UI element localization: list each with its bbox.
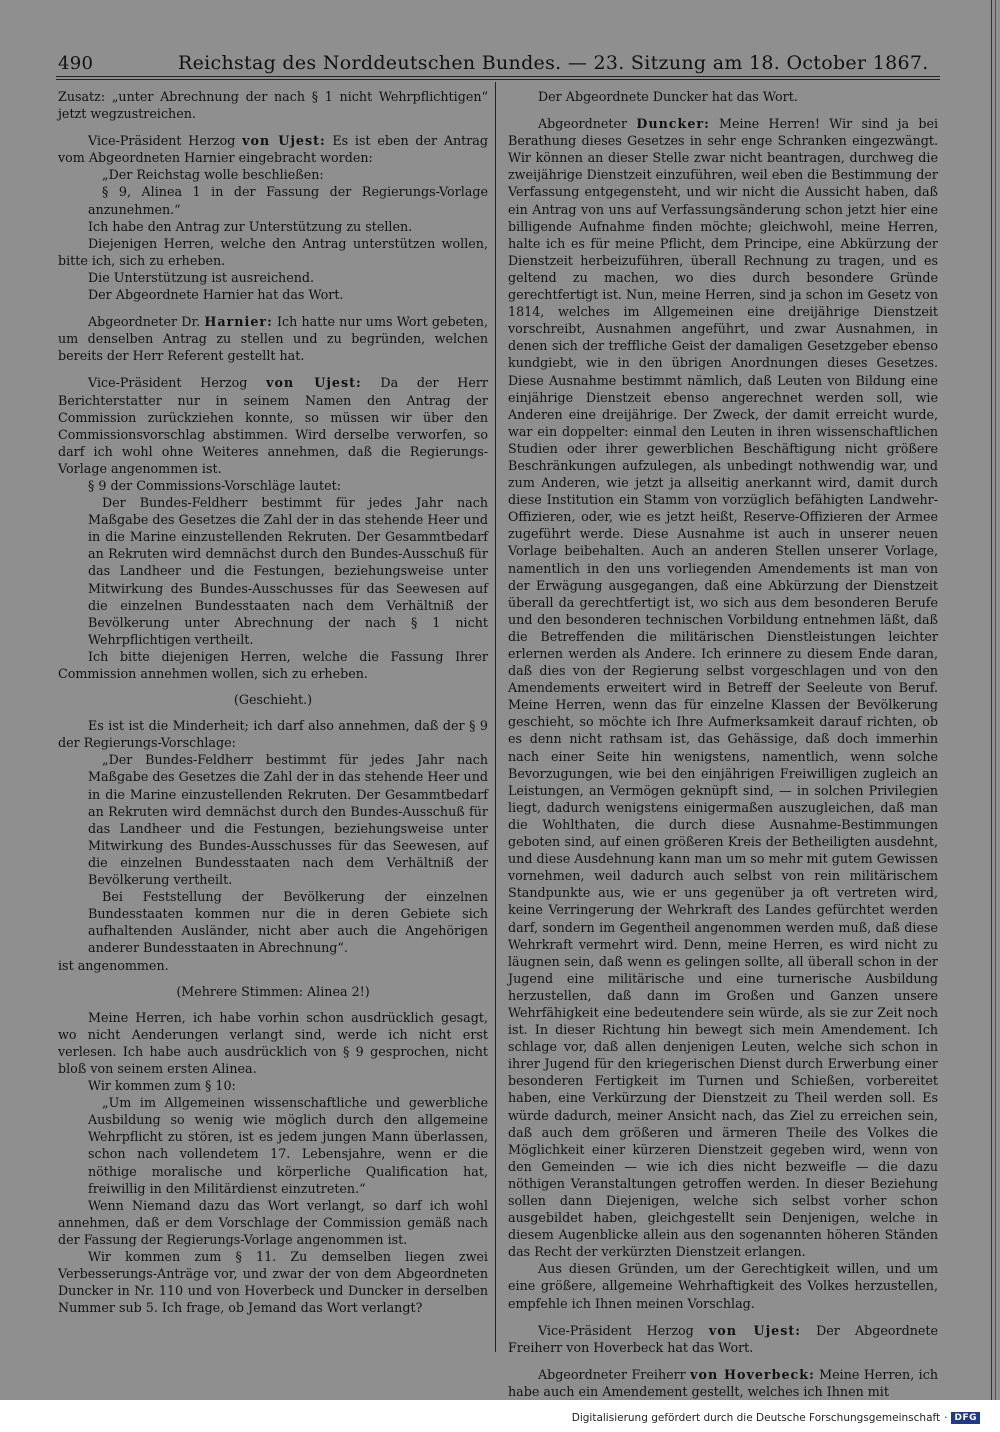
left-column [58,88,488,1316]
paragraph [58,313,488,364]
paragraph [58,477,488,494]
paragraph [508,115,938,1260]
text-run: „Um im Allgemeinen wissenschaftliche und gewerbliche Ausbildung so wenig wie möglich durch den allgemeine Wehrpflicht zu stören, ist es jedem jungen Mann überlassen, schon nach vollendetem 17. Lebensjahre, wenn er die nöthige moralische und körperliche Qualification hat, freiwillig in den Militärdienst einzutreten.“ [88,1095,488,1196]
text-run: Es ist ist die Minderheit; ich darf also annehmen, daß der § 9 der Regierungs-Vorschlage: [58,718,488,751]
text-run: Abgeordneter Dr. [88,314,205,330]
text-run: Wenn Niemand dazu das Wort verlangt, so darf ich wohl annehmen, daß er dem Vorschlage der Commission gemäß nach der Fassung der Regierungs-Vorlage angenommen ist. [58,1197,488,1247]
running-title: Reichstag des Norddeutschen Bundes. — 23. Sitzung am 18. October 1867. [178,52,929,74]
paragraph [58,691,488,708]
text-run: (Geschieht.) [233,692,313,708]
text-run: Der Abgeordnete Duncker hat das Wort. [538,89,798,104]
text-run: Vice-Präsident Herzog [88,133,243,149]
text-run: Vice-Präsident Herzog [538,1322,709,1338]
paragraph [508,1322,938,1356]
paragraph [58,374,488,477]
paragraph [88,751,488,888]
text-run: Da der Herr Berichterstatter nur in seinem Namen den Antrag der Commission zurückziehen konnte, so müssen wir über den Commissionsvorschlag abstimmen. Wird derselbe verworfen, so darf ich wohl ohne Weiteres annehmen, daß die Regierungs-Vorlage angenommen ist. [58,375,488,476]
text-run: § 9 der Commissions-Vorschläge lautet: [88,477,341,493]
text-run: Der Bundes-Feldherr bestimmt für jedes Jahr nach Maßgabe des Gesetzes die Zahl der in das stehende Heer und in die Marine einzustellenden Rekruten. Der Gesammtbedarf an Rekruten wird demnächst durch den Bundes-Ausschuß für das Landheer und die Festungen, beziehungsweise unter Mitwirkung des Bundes-Ausschusses für das Seewesen auf die einzelnen Bundesstaaten nach dem Verhältniß der Bevölkerung unter Abrechnung der nach § 1 nicht Wehrpflichtigen vertheilt. [88,495,488,647]
paragraph [58,1077,488,1094]
paragraph [88,888,488,956]
text-run: Meine Herren, ich habe auch ein Amendement gestellt, welches ich Ihnen mit [508,1366,939,1399]
text-run: Ich habe den Antrag zur Unterstützung zu stellen. [88,218,413,234]
speaker-name: Harnier: [204,314,273,330]
text-run: (Mehrere Stimmen: Alinea 2!) [176,983,370,999]
dfg-logo-icon: DFG [951,1412,980,1424]
paragraph [58,218,488,235]
paragraph [508,88,938,105]
page-edge-line [991,0,992,1400]
paragraph [58,1197,488,1248]
right-column [508,88,938,1400]
speaker-name: von Ujest: [708,1322,801,1338]
speaker-name: von Hoverbeck: [690,1366,815,1382]
paragraph [58,286,488,303]
text-run: Der Abgeordnete Harnier hat das Wort. [88,287,344,303]
text-run: Ich hatte nur ums Wort gebeten, um denselben Antrag zu stellen und zu begründen, welchen bereits der Herr Referent gestellt hat. [58,314,488,364]
text-run: Wir kommen zum § 10: [88,1078,236,1094]
text-run: Wir kommen zum § 11. Zu demselben liegen zwei Verbesserungs-Anträge vor, und zwar der von dem Abgeordneten Duncker in Nr. 110 und von Hoverbeck und Duncker in derselben Nummer sub 5. Ich frage, ob Jemand das Wort verlangt? [58,1249,488,1316]
paragraph [58,1009,488,1077]
paragraph [88,166,488,183]
speaker-name: Duncker: [636,116,710,132]
text-run: Die Unterstützung ist ausreichend. [88,269,315,285]
text-run: „Der Reichstag wolle beschließen: [102,167,324,183]
paragraph [58,269,488,286]
text-run: § 9, Alinea 1 in der Fassung der Regierungs-Vorlage anzunehmen.“ [88,184,488,217]
speaker-name: von Ujest: [266,375,362,391]
paragraph [508,1366,938,1400]
paragraph [58,957,488,974]
text-run: Bei Feststellung der Bevölkerung der einzelnen Bundesstaaten kommen nur die in deren Gebiete sich aufhaltenden Ausländer, nicht aber auch die Angehörigen anderer Bundesstaaten in Abrechnung“. [88,889,488,956]
separator: · [944,1412,948,1424]
page-number: 490 [58,53,94,74]
text-run: Meine Herren! Wir sind ja bei Berathung dieses Gesetzes in sehr enge Schranken eingezwängt. Wir können an dieser Stelle zwar nicht beantragen, durchweg die zweijährige Dienstzeit einzuführen, weil eben die Bestimmung der Verfassung entgegensteht, und wir nicht die Aussicht haben, daß ein Antrag von uns auf Verfassungsänderung schon jetzt hier eine billigende Aufnahme finden möchte; gleichwohl, meine Herren, halte ich es für meine Pflicht, dem Principe, eine Abkürzung der Dienstzeit herbeizuführen, überall Rechnung zu tragen, und es geltend zu machen, wo dies durch besondere Gründe gerechtfertigt ist. Nun, meine Herren, sind ja schon im Gesetz von 1814, welches im Allgemeinen eine dreijährige Dienstzeit vorschreibt, Ausnahmen angeführt, und zwar Ausnahmen, in denen sich der treffliche Geist der damaligen Gesetzgeber ebenso kundgiebt, wie in den übrigen Anordnungen dieses Gesetzes. Diese Ausnahme bestimmt nämlich, daß Leuten von Bildung eine einjährige Dienstzeit ebenso angerechnet werden soll, wie Anderen eine dreijährige. Der Zweck, der damit erreicht wurde, war ein doppelter: einmal den Leuten in ihren wissenschaftlichen Studien oder ihrer gewerblichen Beschäftigung nicht größere Beschränkungen aufzulegen, als unbedingt nothwendig war, und zum Anderen, wie jetzt ja allseitig anerkannt wird, damit durch diese Institution ein Stamm von vorzüglich befähigten Landwehr-Offizieren, oder, wie es jetzt heißt, Reserve-Offizieren der Armee zugeführt werde. Diese Ausnahme ist auch in unserer neuen Vorlage beibehalten. Auch an anderen Stellen unserer Vorlage, namentlich in den uns vorliegenden Amendements ist man von der Erwägung ausgegangen, daß eine Abkürzung der Dienstzeit überall da gerechtfertigt ist, wo sich aus dem besonderen Berufe und den besonderen technischen Vorbildung entnehmen läßt, daß die Betreffenden die militärischen Dienstleistungen leichter erlernen werden als Andere. Ich erinnere zu diesem Ende daran, daß dies von der Regierung selbst vorgeschlagen und von den Amendements erweitert wird in Betreff der Seeleute von Beruf. Meine Herren, wenn das für einzelne Klassen der Bevölkerung geschieht, so möchte ich Ihre Aufmerksamkeit darauf richten, ob es denn nicht rathsam ist, das Gehässige, daß doch immerhin nach einer Seite hin wenigstens, namentlich, wenn solche Bevorzugungen, wie bei den einjährigen Freiwilligen zugleich an Leistungen, an Vermögen geknüpft sind, — in solchen Privilegien liegt, dadurch wenigstens einigermaßen auszugleichen, daß man die Wohlthaten, die durch diese Ausnahme-Bestimmungen geboten sind, auf einen größeren Kreis der Betheiligten ausdehnt, und diese Ausdehnung kann man um so mehr mit gutem Gewissen vornehmen, weil dadurch auch selbst von rein militärischem Standpunkte aus, wie er uns gegenüber ja oft vertreten wird, keine Verringerung der Wehrkraft des Landes gefürchtet werden darf, sondern im Gegentheil angenommen werden muß, daß diese Wehrkraft vermehrt wird. Denn, meine Herren, es wird nicht zu läugnen sein, daß wenn es gelingen sollte, all überall schon in der Jugend eine militärische und eine turnerische Ausbildung herzustellen, daß dann im Großen und Ganzen unsere Wehrfähigkeit eine bedeutendere sein würde, als sie zur Zeit noch ist. In dieser Richtung hin bewegt sich mein Amendement. Ich schlage vor, daß allen denjenigen Leuten, welche sich schon in ihrer Jugend für den kriegerischen Dienst durch Erwerbung einer besonderen Fertigkeit im Turnen und Schießen, vorbereitet haben, eine Verkürzung der Dienstzeit zu Theil werden soll. Es würde dadurch, meiner Ansicht nach, das Ziel zu erreichen sein, daß auch dem größeren und ärmeren Theile des Volkes die Möglichkeit einer kürzeren Dienstzeit gegeben wird, wenn von den Gemeinden — wie ich dies nicht bezweifle — die dazu nöthigen Veranstaltungen getroffen werden. In dieser Beziehung sollen dann Diejenigen, welche sich selbst vorher schon ausgebildet haben, gleichgestellt sein Denjenigen, welche in diesem Augenblicke allein aus den sogenannten höheren Ständen das Recht der verkürzten Dienstzeit erlangen. [508,116,939,1260]
paragraph [88,494,488,648]
paragraph [58,235,488,269]
text-run: Meine Herren, ich habe vorhin schon ausdrücklich gesagt, wo nicht Aenderungen verlangt sind, werde ich nicht erst verlesen. Ich habe auch ausdrücklich von § 9 gesprochen, nicht bloß von seinem ersten Alinea. [58,1009,488,1076]
paragraph [58,1248,488,1316]
header-rule [56,79,940,80]
text-run: Ich bitte diejenigen Herren, welche die Fassung Ihrer Commission annehmen wollen, sich zu erheben. [58,648,488,681]
text-run: Aus diesen Gründen, um der Gerechtigkeit willen, und um eine größere, allgemeine Wehrhaftigkeit des Volkes herzustellen, empfehle ich Ihnen meinen Vorschlag. [508,1261,938,1311]
header-rule [56,76,940,77]
speaker-name: von Ujest: [242,133,326,149]
text-run: Abgeordneter [538,116,637,132]
paragraph [88,183,488,217]
text-run: Es ist eben der Antrag vom Abgeordneten Harnier eingebracht worden: [58,133,488,166]
text-run: Der Abgeordnete Freiherr von Hoverbeck hat das Wort. [508,1322,939,1355]
paragraph [58,88,488,122]
text-run: Diejenigen Herren, welche den Antrag unterstützen wollen, bitte ich, sich zu erheben. [58,235,488,268]
text-run: Vice-Präsident Herzog [88,375,267,391]
page-edge-line [995,0,996,1400]
footer-credit: Digitalisierung gefördert durch die Deutsche Forschungsgemeinschaft [571,1412,941,1424]
column-divider [495,82,496,1352]
paragraph [58,717,488,751]
text-run: Abgeordneter Freiherr [538,1366,691,1382]
paragraph [58,983,488,1000]
text-run: ist angenommen. [58,957,169,973]
paragraph [88,1094,488,1197]
text-run: „Der Bundes-Feldherr bestimmt für jedes Jahr nach Maßgabe des Gesetzes die Zahl der in das stehende Heer und in die Marine einzustellenden Rekruten. Der Gesammtbedarf an Rekruten wird demnächst durch den Bundes-Ausschuß für das Landheer und die Festungen, beziehungsweise unter Mitwirkung des Bundes-Ausschusses für das Seewesen, auf die einzelnen Bundesstaaten nach dem Verhältniß der Bevölkerung vertheilt. [88,752,488,888]
page-header [58,44,938,74]
paragraph [508,1260,938,1311]
paragraph [58,132,488,166]
paragraph [58,648,488,682]
footer [572,1412,980,1424]
text-run: Zusatz: „unter Abrechnung der nach § 1 nicht Wehrpflichtigen“ jetzt wegzustreichen. [58,89,488,122]
